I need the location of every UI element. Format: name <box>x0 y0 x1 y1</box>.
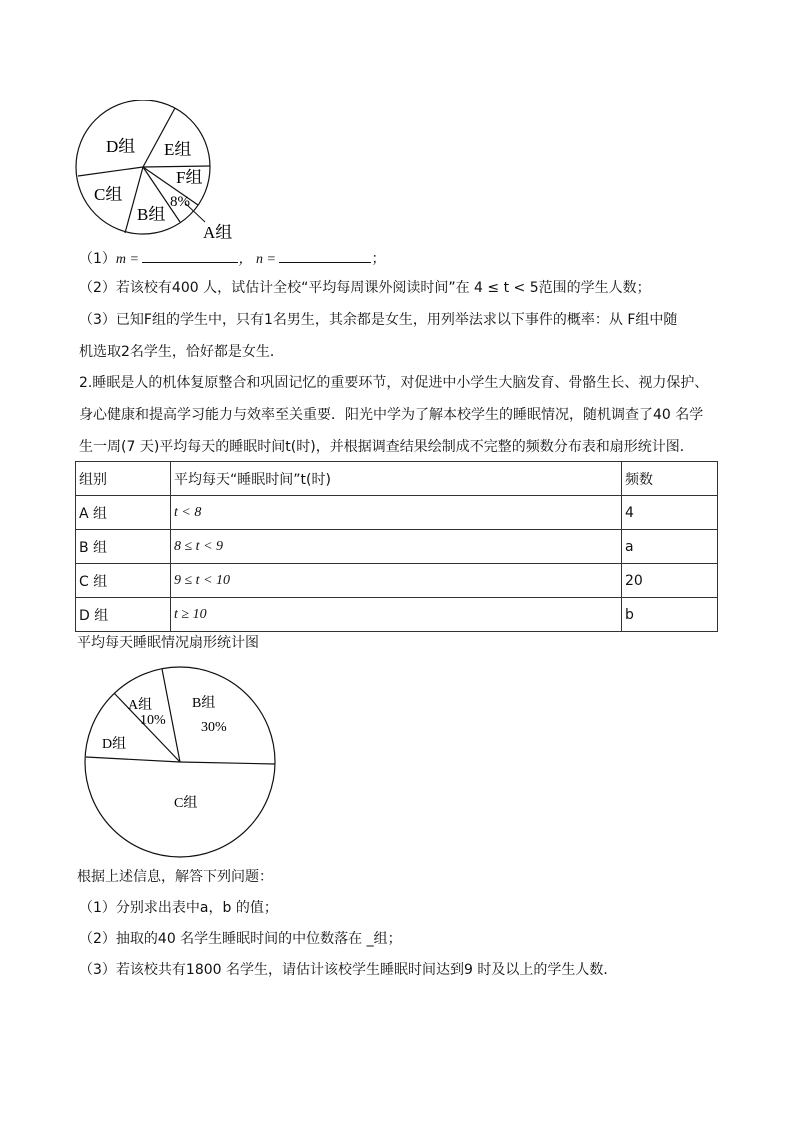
q1-item-3-cont: 机选取2名学生，恰好都是女生． <box>79 344 284 360</box>
q2-question-3-text: 若该校共有1800 名学生，请估计该校学生睡眠时间达到9 时及以上的学生人数． <box>115 962 618 978</box>
pie1-label-c: C组 <box>94 185 123 204</box>
pie1-label-a-pct: 8% <box>170 194 190 210</box>
q2-after-chart: 根据上述信息，解答下列问题： <box>77 869 273 885</box>
frequency-table <box>75 461 718 632</box>
table-row <box>76 598 718 632</box>
pie1-label-e: E组 <box>164 140 192 159</box>
q2-question-2-num: （2） <box>79 931 116 947</box>
table-cell-frequency: a <box>622 530 718 564</box>
pie1-label-b: B组 <box>137 205 166 224</box>
pie-chart-sleep-time <box>80 660 280 860</box>
pie2-label-a: A组 <box>128 698 153 713</box>
table-cell-range: t < 8 <box>171 496 622 530</box>
table-header-frequency: 频数 <box>622 462 718 496</box>
q1-item-2 <box>79 278 651 298</box>
q2-question-2 <box>79 929 402 949</box>
pie-chart-reading-time <box>70 100 240 245</box>
table-cell-range: t ≥ 10 <box>171 598 622 632</box>
table-cell-group: C 组 <box>76 564 171 598</box>
q1-item-1-n: ， n = <box>238 252 280 267</box>
q2-question-1 <box>79 898 278 918</box>
table-cell-frequency: 20 <box>622 564 718 598</box>
table-cell-group: D 组 <box>76 598 171 632</box>
q2-intro-line-1: 2.睡眠是人的机体复原整合和巩固记忆的重要环节，对促进中小学生大脑发育、骨骼生长、视力保护、 <box>79 375 709 391</box>
q1-item-3-text: 已知F组的学生中，只有1名男生，其余都是女生，用列举法求以下事件的概率：从 F组中随 <box>115 312 678 328</box>
table-row <box>76 564 718 598</box>
pie1-label-a: A组 <box>203 223 233 242</box>
table-header-row <box>76 462 718 496</box>
table-cell-range: 9 ≤ t < 10 <box>171 564 622 598</box>
q2-question-1-text: 分别求出表中a，b 的值； <box>115 900 278 916</box>
q1-item-3 <box>79 310 677 330</box>
table-row <box>76 530 718 564</box>
answer-blank-m[interactable] <box>142 248 238 263</box>
answer-blank-n[interactable] <box>279 248 371 263</box>
q1-item-1-m: m = <box>115 252 143 267</box>
q2-question-2-text: 抽取的40 名学生睡眠时间的中位数落在 _组； <box>115 931 402 947</box>
table-cell-range: 8 ≤ t < 9 <box>171 530 622 564</box>
q2-question-3-num: （3） <box>79 962 116 978</box>
table-cell-frequency: b <box>622 598 718 632</box>
pie2-label-b-pct: 30% <box>201 720 227 735</box>
q1-item-1-end: ； <box>371 251 386 267</box>
pie2-label-a-pct: 10% <box>140 713 166 728</box>
table-cell-group: A 组 <box>76 496 171 530</box>
q1-item-2-num: （2） <box>79 280 116 296</box>
pie2-label-b: B组 <box>192 696 216 711</box>
q2-intro-line-2: 身心健康和提高学习能力与效率至关重要．阳光中学为了解本校学生的睡眠情况，随机调查了40 名学 <box>79 407 704 423</box>
q2-intro-line-3: 生一周(7 天)平均每天的睡眠时间t(时)，并根据调查结果绘制成不完整的频数分布表和扇形统计图． <box>79 439 694 455</box>
q1-item-1-num: （1） <box>79 251 116 267</box>
table-cell-frequency: 4 <box>622 496 718 530</box>
table-row <box>76 496 718 530</box>
table-header-sleep-time: 平均每天“睡眠时间”t(时) <box>171 462 622 496</box>
q1-item-3-num: （3） <box>79 312 116 328</box>
q2-question-3 <box>79 960 617 980</box>
q1-item-1 <box>79 248 385 270</box>
q2-question-1-num: （1） <box>79 900 116 916</box>
table-cell-group: B 组 <box>76 530 171 564</box>
pie2-label-c: C组 <box>174 796 198 811</box>
pie1-label-d: D组 <box>106 137 136 156</box>
pie2-label-d: D组 <box>102 737 127 752</box>
q1-item-2-text: 若该校有400 人，试估计全校“平均每周课外阅读时间”在 4 ≤ t < 5范围的学生人数； <box>115 280 651 296</box>
table-header-group: 组别 <box>76 462 171 496</box>
pie1-label-f: F组 <box>176 168 203 187</box>
chart-caption: 平均每天睡眠情况扇形统计图 <box>77 635 259 651</box>
